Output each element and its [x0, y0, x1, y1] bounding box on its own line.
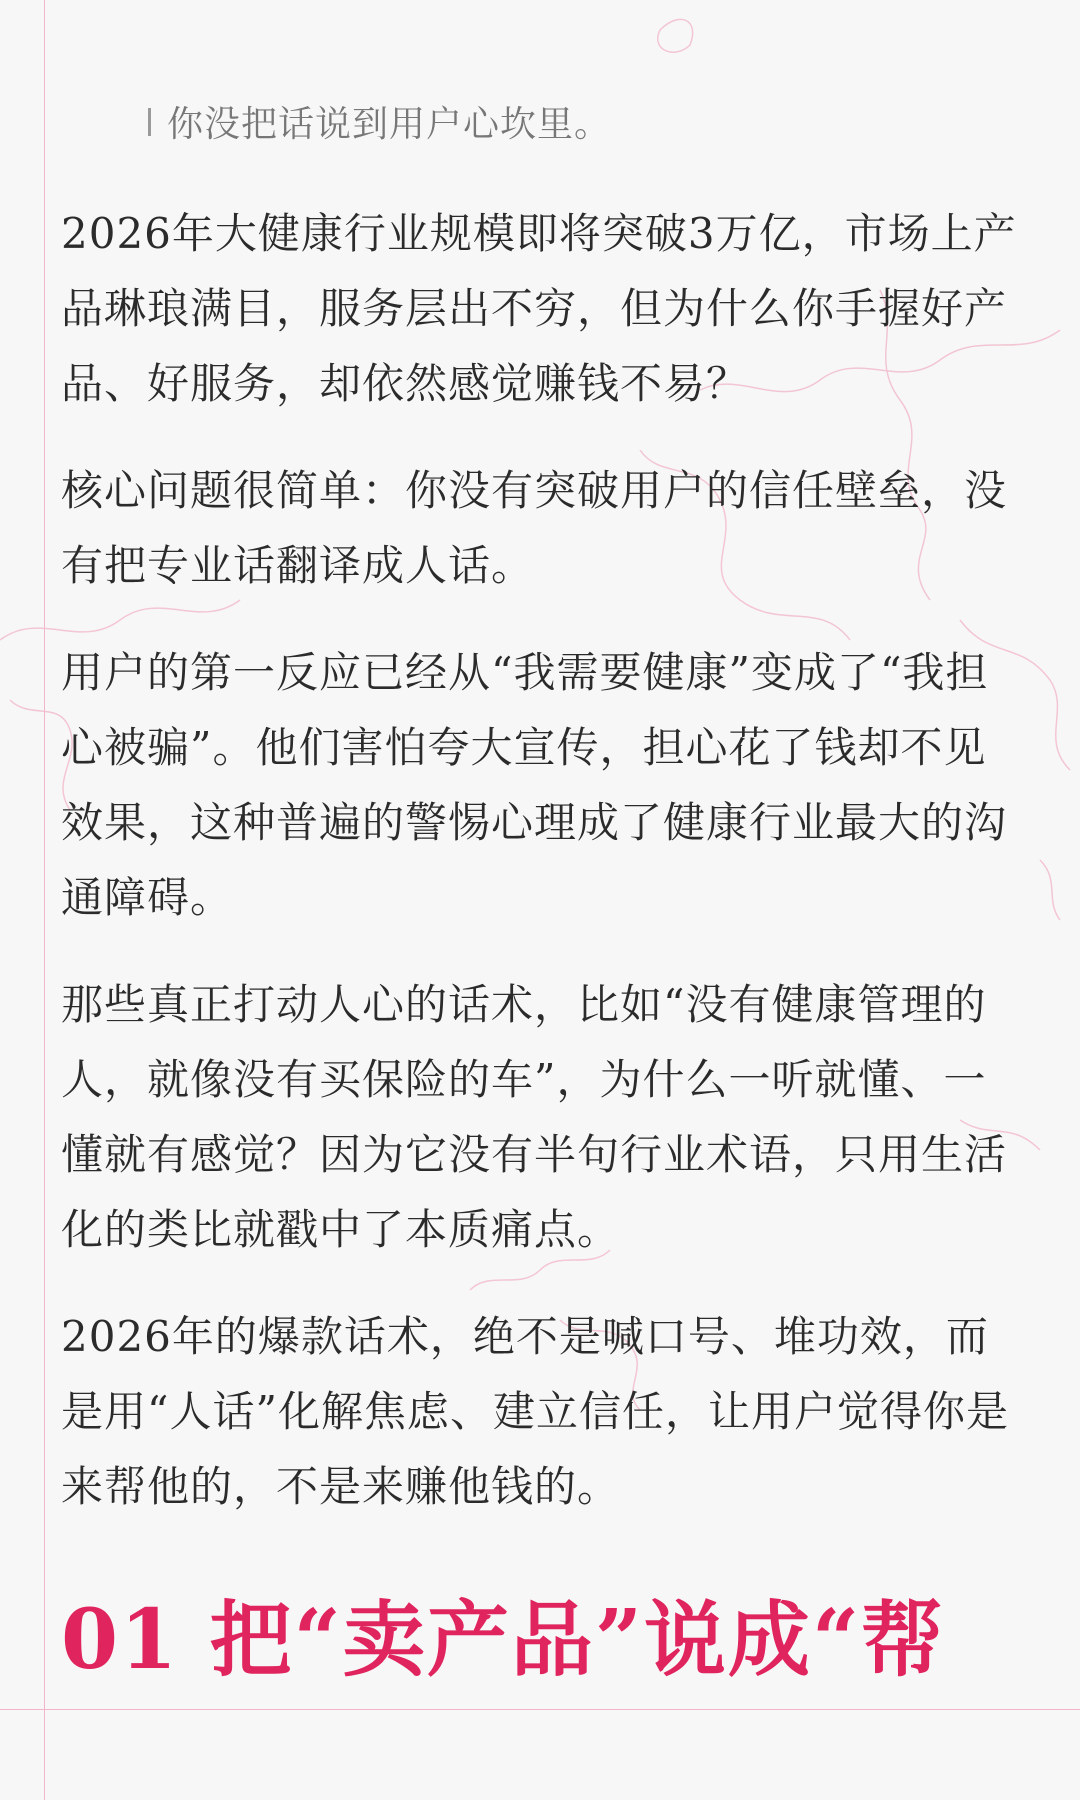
paragraph: 2026年的爆款话术，绝不是喊口号、堆功效，而是用“人话”化解焦虑、建立信任，让用户觉得你是来帮他的，不是来赚他钱的。: [61, 1312, 1009, 1511]
quote-line: [148, 96, 611, 147]
article-body: [61, 196, 1021, 1556]
section-title: 01 把“卖产品”说成“帮: [61, 1592, 946, 1688]
quote-text: 你没把话说到用户心坎里。: [167, 104, 612, 145]
paragraph: 那些真正打动人心的话术，比如“没有健康管理的人，就像没有买保险的车”，为什么一听就懂、一懂就有感觉？因为它没有半句行业术语，只用生活化的类比就戳中了本质痛点。: [61, 980, 1008, 1254]
paragraph: 核心问题很简单：你没有突破用户的信任壁垒，没有把专业话翻译成人话。: [61, 466, 1008, 590]
paragraph: 2026年大健康行业规模即将突破3万亿，市场上产品琳琅满目，服务层出不穷，但为什么你手握好产品、好服务，却依然感觉赚钱不易？: [61, 209, 1017, 408]
quote-bar: [148, 108, 151, 136]
paragraph: 用户的第一反应已经从“我需要健康”变成了“我担心被骗”。他们害怕夸大宣传，担心花了钱却不见效果，这种普遍的警惕心理成了健康行业最大的沟通障碍。: [61, 648, 1008, 922]
